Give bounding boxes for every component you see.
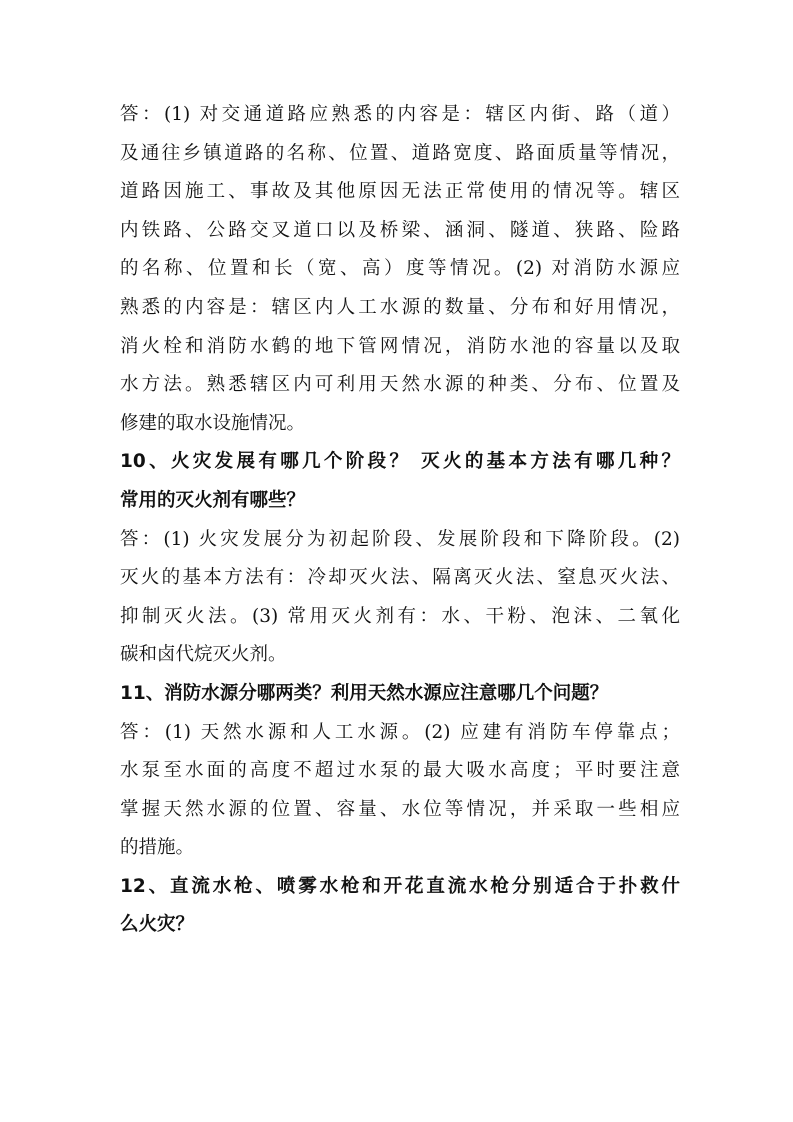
text-line: 熟悉的内容是：辖区内人工水源的数量、分布和好用情况，: [120, 296, 680, 318]
text-line: 修建的取水设施情况。: [120, 412, 306, 434]
text-line: 道路因施工、事故及其他原因无法正常使用的情况等。辖区: [120, 181, 680, 203]
text-line: 12、直流水枪、喷雾水枪和开花直流水枪分别适合于扑救什: [120, 875, 680, 897]
question-heading: [120, 868, 680, 945]
text-line: 及通往乡镇道路的名称、位置、道路宽度、路面质量等情况，: [120, 142, 680, 164]
text-line: 内铁路、公路交叉道口以及桥梁、涵洞、隧道、狭路、险路: [120, 219, 680, 241]
text-line: 水方法。熟悉辖区内可利用天然水源的种类、分布、位置及: [120, 374, 680, 396]
document-page: [120, 96, 680, 945]
text-line: 10、火灾发展有哪几个阶段？ 灭火的基本方法有哪几种？: [120, 451, 680, 473]
answer-paragraph: [120, 96, 680, 443]
question-heading: [120, 675, 680, 714]
text-line: 抑制灭火法。(3) 常用灭火剂有：水、干粉、泡沫、二氧化: [120, 605, 680, 627]
text-line: 的名称、位置和长（宽、高）度等情况。(2) 对消防水源应: [120, 258, 680, 280]
text-line: 11、消防水源分哪两类？利用天然水源应注意哪几个问题？: [120, 682, 609, 704]
answer-paragraph: [120, 521, 680, 675]
text-line: 答：(1) 对交通道路应熟悉的内容是：辖区内街、路（道）: [120, 104, 680, 125]
text-line: 掌握天然水源的位置、容量、水位等情况，并采取一些相应: [120, 798, 680, 820]
text-line: 常用的灭火剂有哪些？: [120, 489, 306, 511]
answer-paragraph: [120, 714, 680, 868]
text-line: 碳和卤代烷灭火剂。: [120, 644, 287, 666]
text-line: 么火灾？: [120, 914, 195, 936]
text-line: 消火栓和消防水鹤的地下管网情况，消防水池的容量以及取: [120, 335, 680, 357]
question-heading: [120, 443, 680, 520]
text-line: 答：(1) 天然水源和人工水源。(2) 应建有消防车停靠点；: [120, 721, 680, 743]
text-line: 答：(1) 火灾发展分为初起阶段、发展阶段和下降阶段。(2): [120, 528, 680, 550]
text-line: 的措施。: [120, 837, 195, 859]
text-line: 灭火的基本方法有：冷却灭火法、隔离灭火法、窒息灭火法、: [120, 567, 680, 589]
text-line: 水泵至水面的高度不超过水泵的最大吸水高度；平时要注意: [120, 760, 680, 782]
